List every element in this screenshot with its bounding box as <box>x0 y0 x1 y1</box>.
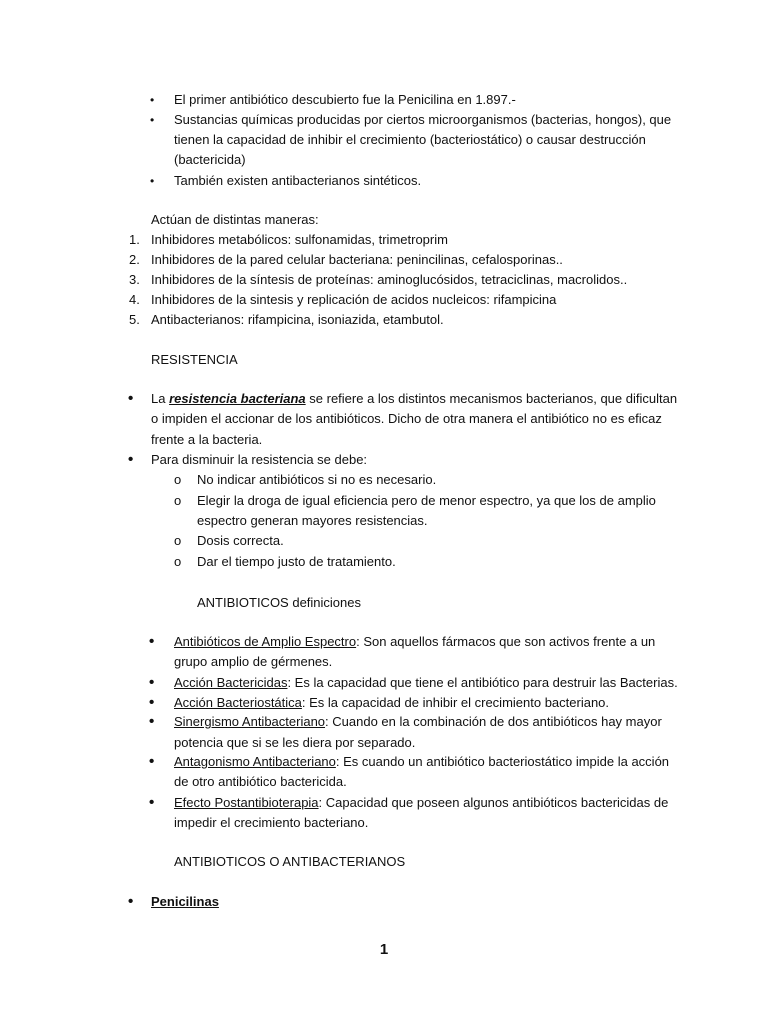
sub-item: Dar el tiempo justo de tratamiento. <box>197 554 396 569</box>
disminuir-text: Para disminuir la resistencia se debe: <box>151 452 368 467</box>
definition-term: Acción Bactericidas <box>174 675 288 690</box>
intro-bullet-2-line-1: Sustancias químicas producidas por ciertos microorganismos (bacterias, hongos), que <box>174 112 672 127</box>
intro-bullet-1: El primer antibiótico descubierto fue la Penicilina en 1.897.- <box>174 92 516 107</box>
bullet-icon: • <box>149 633 155 650</box>
intro-bullet-2-line-2: tienen la capacidad de inhibir el crecimiento (bacteriostático) o causar destrucción <box>174 132 646 147</box>
list-number: 3. <box>129 272 140 287</box>
bullet-icon: • <box>150 113 155 127</box>
sub-item-continuation: espectro generan mayores resistencias. <box>197 513 428 528</box>
definition-item: Sinergismo Antibacteriano: Cuando en la combinación de dos antibióticos hay mayor <box>174 714 662 729</box>
bullet-icon: • <box>149 713 155 730</box>
definition-item: Acción Bactericidas: Es la capacidad que tiene el antibiótico para destruir las Bacterias. <box>174 675 678 690</box>
list-item: Antibacterianos: rifampicina, isoniazida, etambutol. <box>151 312 444 327</box>
definition-term: Antagonismo Antibacteriano <box>174 754 336 769</box>
sub-bullet-icon: o <box>174 472 182 487</box>
definition-continuation: impedir el crecimiento bacteriano. <box>174 815 369 830</box>
bullet-icon: • <box>128 893 134 910</box>
penicilinas-heading: Penicilinas <box>151 894 219 909</box>
list-item: Inhibidores de la pared celular bacteriana: penincilinas, cefalosporinas.. <box>151 252 563 267</box>
definition-continuation: grupo amplio de gérmenes. <box>174 654 333 669</box>
resistencia-intro-line-2: o impiden el accionar de los antibióticos. Dicho de otra manera el antibiótico no es eficaz <box>151 411 662 426</box>
resistencia-term: resistencia bacteriana <box>169 391 306 406</box>
bullet-icon: • <box>149 794 155 811</box>
list-number: 1. <box>129 232 140 247</box>
antibacterianos-heading: ANTIBIOTICOS O ANTIBACTERIANOS <box>174 854 406 869</box>
list-number: 2. <box>129 252 140 267</box>
intro-bullet-3: También existen antibacterianos sintéticos. <box>174 173 422 188</box>
list-item: Inhibidores metabólicos: sulfonamidas, trimetroprim <box>151 232 448 247</box>
definition-item: Antagonismo Antibacteriano: Es cuando un antibiótico bacteriostático impide la acción <box>174 754 670 769</box>
actuan-heading: Actúan de distintas maneras: <box>151 212 319 227</box>
definition-continuation: de otro antibiótico bactericida. <box>174 774 347 789</box>
resistencia-intro-line-1: La resistencia bacteriana se refiere a los distintos mecanismos bacterianos, que dificultan <box>151 391 678 406</box>
definition-term: Efecto Postantibioterapia <box>174 795 319 810</box>
definition-item: Efecto Postantibioterapia: Capacidad que poseen algunos antibióticos bactericidas de <box>174 795 669 810</box>
bullet-icon: • <box>128 390 134 407</box>
resistencia-intro-line-3: frente a la bacteria. <box>151 432 263 447</box>
bullet-icon: • <box>150 174 155 188</box>
definition-item: Acción Bacteriostática: Es la capacidad de inhibir el crecimiento bacteriano. <box>174 695 610 710</box>
sub-bullet-icon: o <box>174 554 182 569</box>
definition-term: Acción Bacteriostática <box>174 695 302 710</box>
list-item: Inhibidores de la sintesis y replicación de acidos nucleicos: rifampicina <box>151 292 557 307</box>
definition-continuation: potencia que si se les diera por separado. <box>174 735 416 750</box>
definiciones-heading: ANTIBIOTICOS definiciones <box>197 595 361 610</box>
bullet-icon: • <box>128 451 134 468</box>
bullet-icon: • <box>149 753 155 770</box>
sub-bullet-icon: o <box>174 533 182 548</box>
sub-item: No indicar antibióticos si no es necesario. <box>197 472 437 487</box>
bullet-icon: • <box>149 694 155 711</box>
definition-item: Antibióticos de Amplio Espectro: Son aquellos fármacos que son activos frente a un <box>174 634 656 649</box>
sub-item: Elegir la droga de igual eficiencia pero de menor espectro, ya que los de amplio <box>197 493 656 508</box>
bullet-icon: • <box>150 93 155 107</box>
list-item: Inhibidores de la síntesis de proteínas: aminoglucósidos, tetraciclinas, macrolidos.. <box>151 272 628 287</box>
sub-bullet-icon: o <box>174 493 182 508</box>
sub-item: Dosis correcta. <box>197 533 284 548</box>
intro-bullet-2-line-3: (bactericida) <box>174 152 246 167</box>
bullet-icon: • <box>149 674 155 691</box>
list-number: 5. <box>129 312 140 327</box>
definition-term: Antibióticos de Amplio Espectro <box>174 634 357 649</box>
list-number: 4. <box>129 292 140 307</box>
page-number: 1 <box>379 941 389 958</box>
definition-term: Sinergismo Antibacteriano <box>174 714 326 729</box>
resistencia-heading: RESISTENCIA <box>151 352 238 367</box>
